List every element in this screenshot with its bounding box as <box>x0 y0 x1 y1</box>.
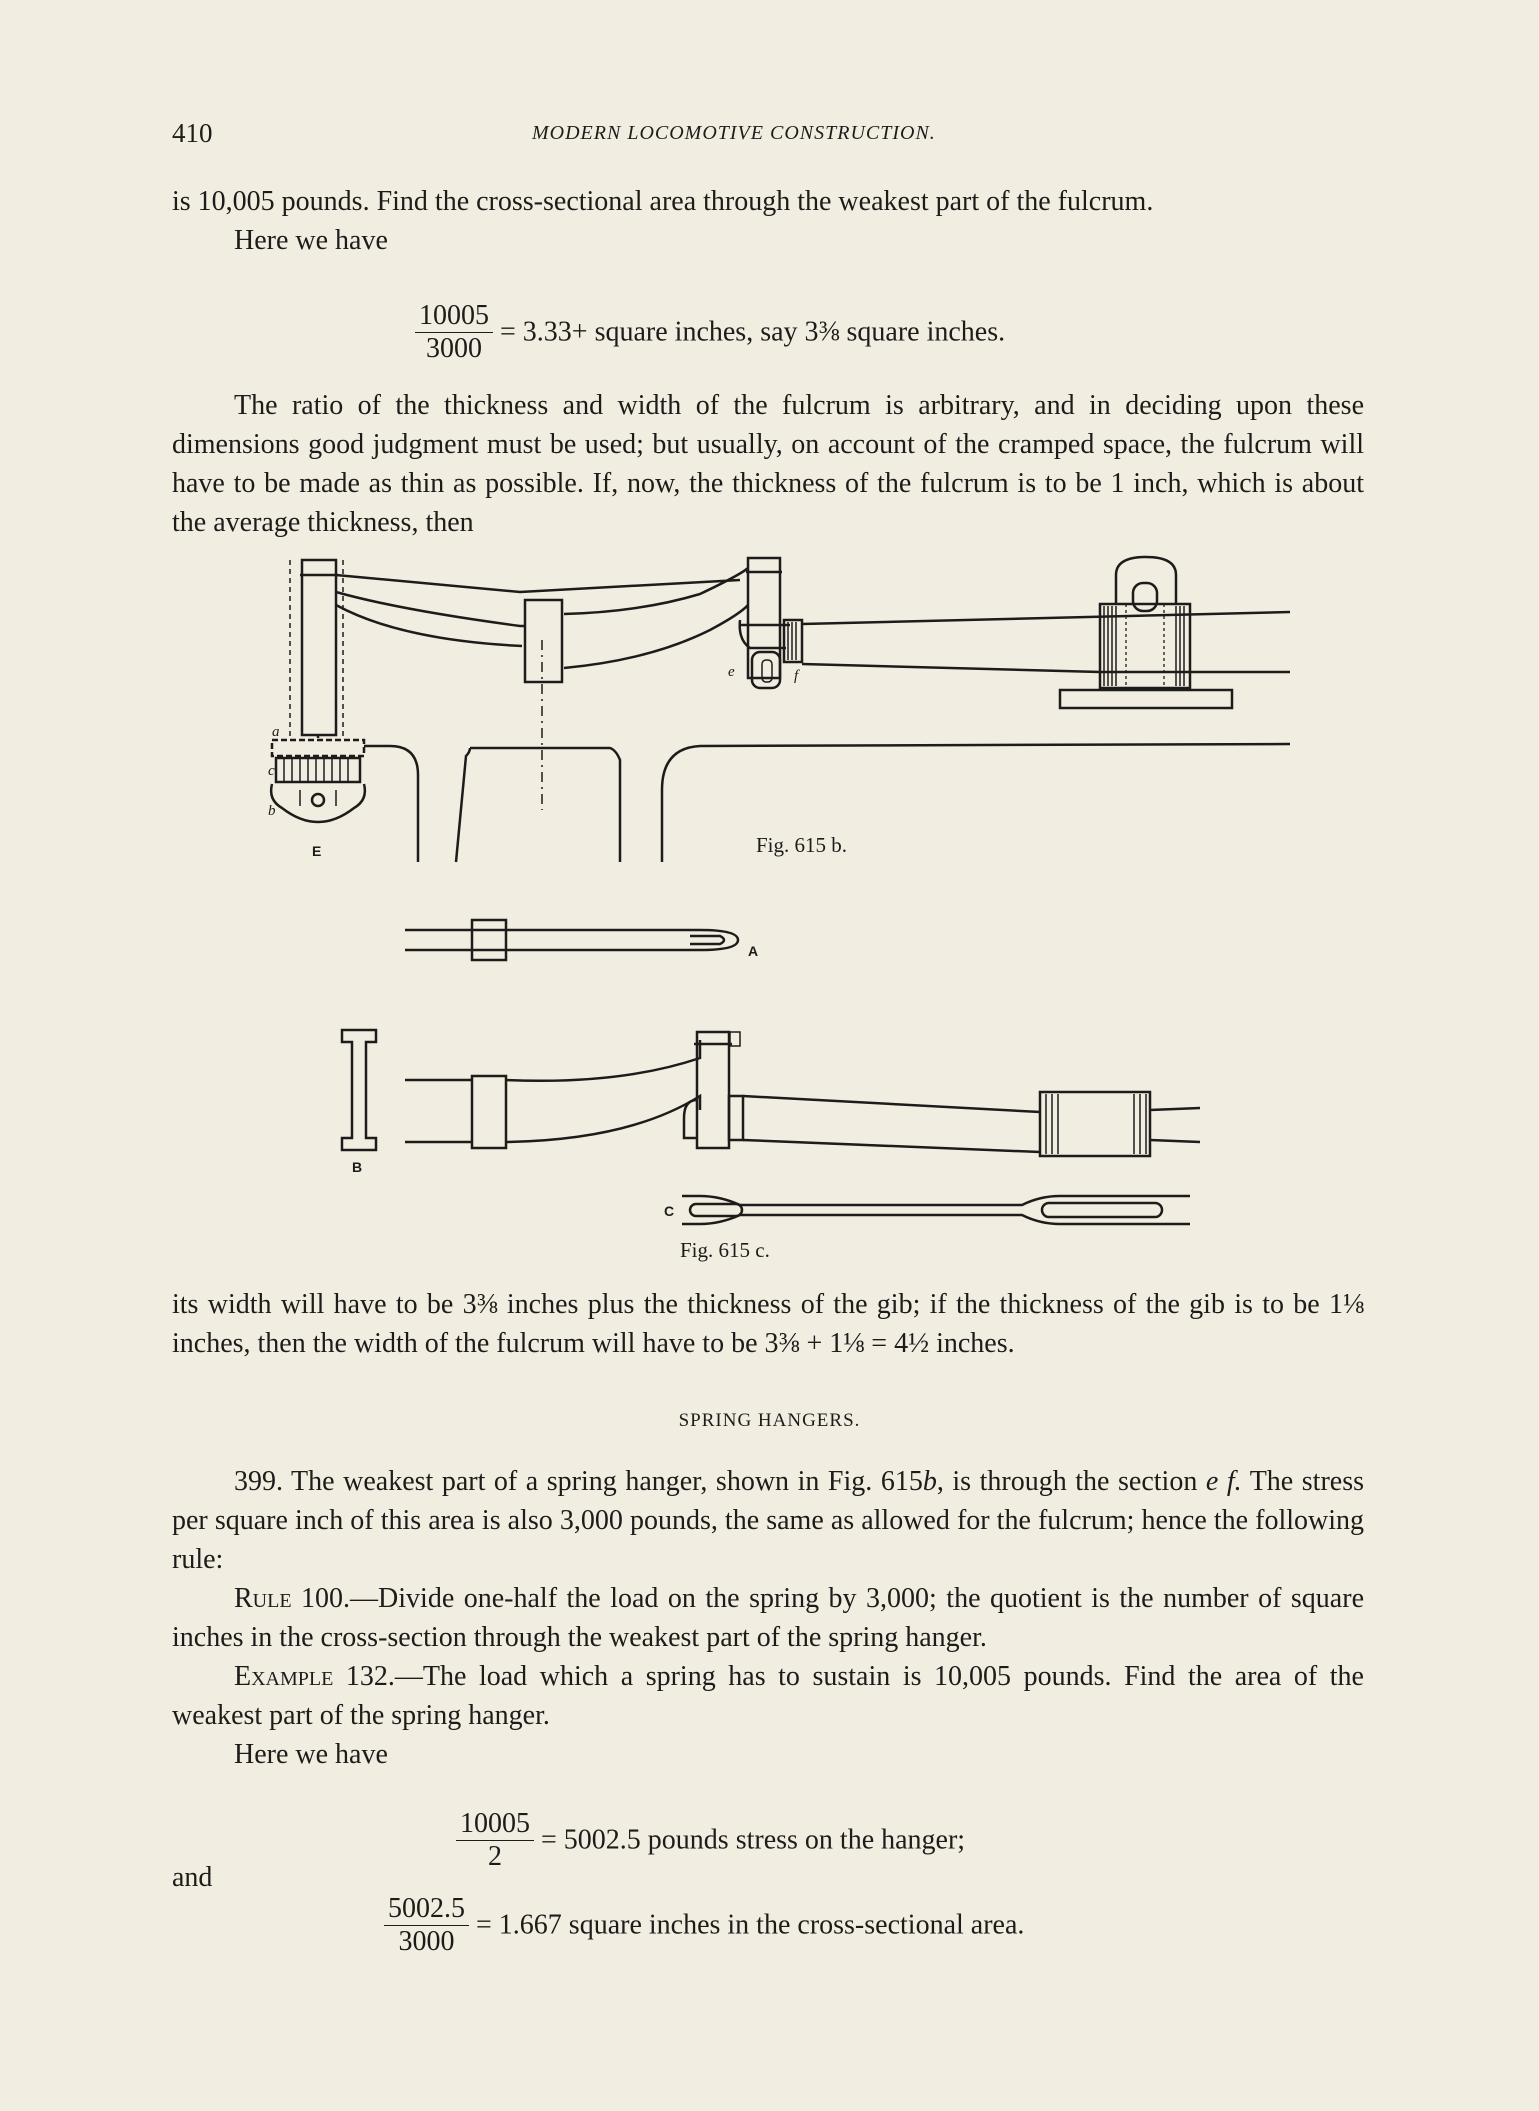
and-word: and <box>172 1862 213 1893</box>
label-c-spring: c <box>268 763 275 779</box>
intro-text: is 10,005 pounds. Find the cross-sectional area through the weakest part of the fulcrum. <box>172 186 1154 217</box>
para-399-italic-ef: e f. <box>1205 1466 1242 1497</box>
fraction-3-denominator: 3000 <box>398 1926 455 1958</box>
example-132 <box>172 1657 1364 1735</box>
here-we-have-1: Here we have <box>234 225 388 256</box>
equation-2-result: = 5002.5 pounds stress on the hanger; <box>541 1824 966 1856</box>
para-399-c: The stress per square inch of this area is also 3,000 pounds, the same as allowed for the fulcrum; hence the following rule: <box>172 1466 1365 1575</box>
para-399-b: , is through the section <box>936 1466 1198 1497</box>
para-399-italic-b: b <box>922 1466 937 1497</box>
page-header <box>172 118 1362 158</box>
page-number: 410 <box>172 118 213 148</box>
example-text: —The load which a spring has to sustain is 10,005 pounds. Find the area of the weakest part of the spring hanger. <box>172 1661 1364 1731</box>
running-title: MODERN LOCOMOTIVE CONSTRUCTION. <box>532 122 936 144</box>
fraction-1-numerator: 10005 <box>415 300 493 333</box>
rule-text: —Divide one-half the load on the spring by 3,000; the quotient is the number of square inches in the cross-section through the weakest part of the spring hanger. <box>172 1583 1364 1653</box>
label-f: f <box>794 668 799 684</box>
caption-fig-615c: Fig. 615 c. <box>680 1238 770 1262</box>
here-we-have-2: Here we have <box>234 1739 388 1770</box>
fraction-3-numerator: 5002.5 <box>384 1893 469 1926</box>
para-399-text <box>172 1462 1364 1579</box>
equation-3-result: = 1.667 square inches in the cross-sectional area. <box>476 1909 1025 1941</box>
equation-1 <box>415 300 1005 365</box>
paragraph-399 <box>172 1462 1364 1774</box>
label-a: a <box>272 724 280 740</box>
caption-fig-615b: Fig. 615 b. <box>756 833 848 857</box>
equation-1-result: = 3.33+ square inches, say 3⅜ square inches. <box>500 316 1006 348</box>
spring-hanger-left <box>302 560 336 735</box>
fraction-1-denominator: 3000 <box>426 333 482 365</box>
label-e: e <box>728 664 735 680</box>
para-399-a: The weakest part of a spring hanger, shown in Fig. 615 <box>291 1466 923 1497</box>
fraction-3 <box>384 1893 469 1958</box>
equation-3 <box>384 1893 1024 1958</box>
label-E: E <box>312 843 322 859</box>
rule-label: Rule 100. <box>234 1583 351 1614</box>
label-B: B <box>352 1159 363 1175</box>
equation-2 <box>456 1808 965 1873</box>
fraction-2 <box>456 1808 534 1873</box>
fraction-1 <box>415 300 493 365</box>
fraction-2-denominator: 2 <box>488 1841 502 1873</box>
paragraph-intro <box>172 182 1364 260</box>
paragraph-ratio: The ratio of the thickness and width of the fulcrum is arbitrary, and in deciding upon these dimensions good judgment must be used; but usually, on account of the cramped space, the fulcrum will have to be made as thin as possible. If, now, the thickness of the fulcrum is to be 1 inch, which is about the average thickness, then <box>172 390 1364 538</box>
label-A: A <box>748 943 759 959</box>
rule-100 <box>172 1579 1364 1657</box>
section-heading: SPRING HANGERS. <box>678 1410 861 1431</box>
para-399-number: 399. <box>234 1466 283 1497</box>
example-label: Example 132. <box>234 1661 395 1692</box>
label-C: C <box>664 1203 675 1219</box>
fraction-2-numerator: 10005 <box>456 1808 534 1841</box>
fulcrum-middle <box>525 600 562 682</box>
label-b: b <box>268 803 276 819</box>
paragraph-width: its width will have to be 3⅜ inches plus the thickness of the gib; if the thickness of the gib is to be 1⅛ inches, then the width of the fulcrum will have to be 3⅜ + 1⅛ = 4½ inches. <box>172 1289 1364 1359</box>
